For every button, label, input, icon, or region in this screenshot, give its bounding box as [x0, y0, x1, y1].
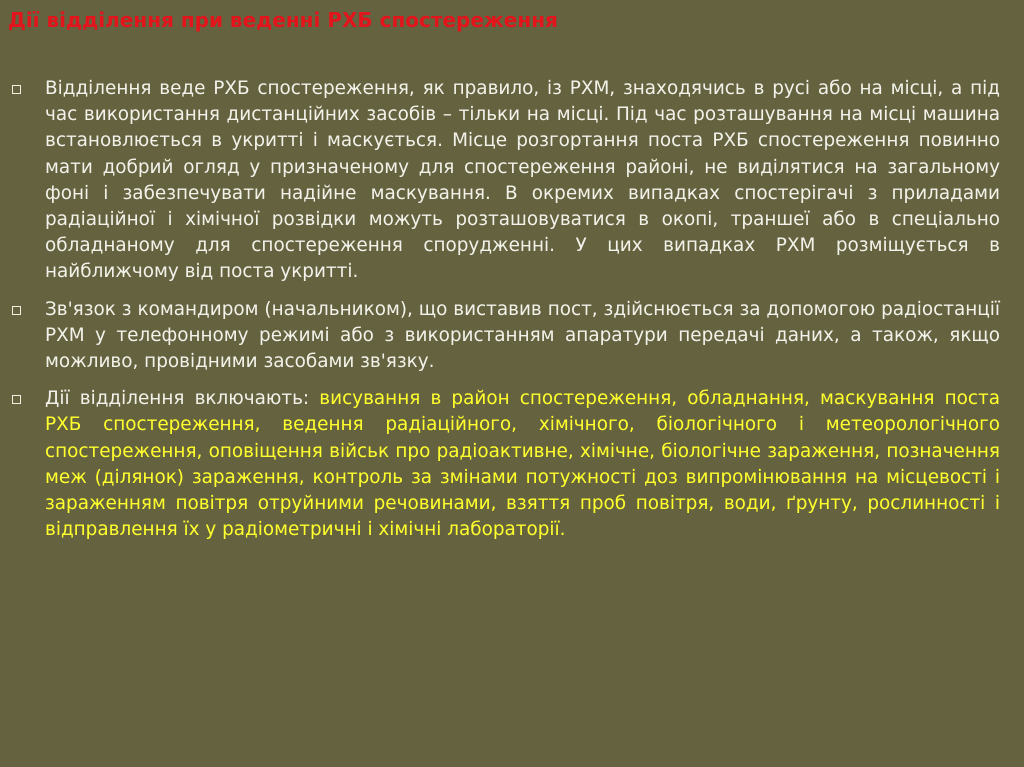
actions-highlight-text: висування в район спостереження, обладнання, маскування поста РХБ спостереження, ведення радіаційного, хімічного, біологічного і метеорологічного спостереження, оповіщення військ про радіоактивне, хімічне, біологічне зараження, позначення меж (ділянок) зараження, контроль за змінами потужності доз випромінювання на місцевості і зараженням повітря отруйними речовинами, взяття проб повітря, води, ґрунту, рослинності і відправлення їх у радіометричні і хімічні лабораторії.	[45, 388, 1000, 541]
list-item	[8, 297, 1000, 376]
list-item	[8, 386, 1000, 543]
paragraph-communication: Зв'язок з командиром (начальником), що виставив пост, здійснюється за допомогою радіостанції РХМ у телефонному режимі або з використанням апаратури передачі даних, а також, якщо можливо, провідними засобами зв'язку.	[45, 298, 1000, 373]
actions-lead-text: Дії відділення включають:	[45, 388, 320, 410]
slide-title: Дії відділення при веденні РХБ спостереження	[8, 8, 558, 32]
square-bullet-icon	[12, 306, 21, 315]
square-bullet-icon	[12, 395, 21, 404]
square-bullet-icon	[12, 85, 21, 94]
bullet-list	[8, 76, 1000, 554]
paragraph-actions	[45, 386, 1000, 543]
paragraph-observation: Відділення веде РХБ спостереження, як правило, із РХМ, знаходячись в русі або на місці, а під час використання дистанційних засобів – тільки на місці. Під час розташування на місці машина встановлюється в укритті і маскується. Місце розгортання поста РХБ спостереження повинно мати добрий огляд у призначеному для спостереження районі, не виділятися на загальному фоні і забезпечувати надійне маскування. В окремих випадках спостерігачі з приладами радіаційної і хімічної розвідки можуть розташовуватися в окопі, траншеї або в спеціально обладнаному для спостереження спорудженні. У цих випадках РХМ розміщується в найближчому від поста укритті.	[45, 78, 1000, 283]
list-item	[8, 76, 1000, 286]
